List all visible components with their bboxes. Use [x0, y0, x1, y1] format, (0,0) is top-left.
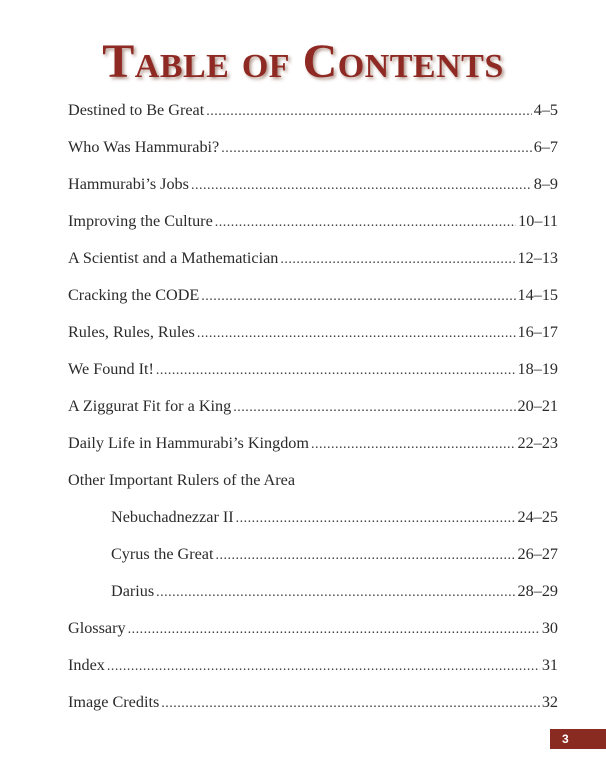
toc-entry-title: We Found It! [68, 360, 154, 378]
toc-entry-title: Improving the Culture [68, 212, 213, 230]
toc-entry-pages: 22–23 [517, 434, 558, 452]
dot-leader [191, 173, 532, 199]
toc-entry-glossary [68, 615, 558, 652]
toc-entry-pages: 6–7 [533, 138, 558, 156]
toc-entry-title: Glossary [68, 619, 126, 637]
toc-entry-pages: 10–11 [518, 212, 558, 230]
toc-entry-index [68, 652, 558, 689]
dot-leader [107, 654, 540, 680]
toc-entry-title: A Ziggurat Fit for a King [68, 397, 232, 415]
toc-entry-title: Hammurabi’s Jobs [68, 175, 189, 193]
toc-entry-pages: 16–17 [517, 323, 558, 341]
toc-section-heading: Other Important Rulers of the Area [68, 471, 296, 489]
toc-entry-nebuchadnezzar [68, 504, 558, 541]
toc-entry-title: Cyrus the Great [111, 545, 214, 563]
toc-entry-image-credits [68, 689, 558, 726]
toc-entry-pages: 12–13 [517, 249, 558, 267]
toc-entry-rules [68, 319, 558, 356]
toc-entry-cyrus [68, 541, 558, 578]
toc-entry-title: Cracking the CODE [68, 286, 200, 304]
toc-entry-daily-life [68, 430, 558, 467]
toc-entry-we-found-it [68, 356, 558, 393]
dot-leader [156, 358, 516, 384]
toc-entry-title: Nebuchadnezzar II [111, 508, 234, 526]
toc-entry-title: Rules, Rules, Rules [68, 323, 195, 341]
toc-entry-pages: 20–21 [517, 397, 558, 415]
toc-entry-title: Image Credits [68, 693, 160, 711]
dot-leader [311, 432, 516, 458]
toc-entry-destined [68, 97, 558, 134]
table-of-contents [68, 97, 558, 726]
toc-entry-title: Darius [111, 582, 155, 600]
toc-entry-hammurabis-jobs [68, 171, 558, 208]
toc-entry-scientist [68, 245, 558, 282]
dot-leader [215, 210, 516, 236]
page-title: Table of Contents [102, 35, 504, 88]
toc-entry-pages: 14–15 [517, 286, 558, 304]
page-number-badge: 3 [550, 729, 606, 749]
dot-leader [201, 284, 515, 310]
dot-leader [221, 136, 531, 162]
toc-entry-pages: 30 [541, 619, 558, 637]
toc-entry-title: Index [68, 656, 105, 674]
toc-entry-title: Who Was Hammurabi? [68, 138, 220, 156]
toc-entry-title: A Scientist and a Mathematician [68, 249, 279, 267]
toc-entry-pages: 8–9 [533, 175, 558, 193]
toc-entry-title: Daily Life in Hammurabi’s Kingdom [68, 434, 309, 452]
toc-entry-pages: 4–5 [533, 101, 558, 119]
dot-leader [161, 691, 540, 717]
toc-entry-pages: 31 [541, 656, 558, 674]
toc-entry-who-was-hammurabi [68, 134, 558, 171]
toc-entry-ziggurat [68, 393, 558, 430]
dot-leader [128, 617, 540, 643]
toc-entry-pages: 18–19 [517, 360, 558, 378]
toc-entry-other-rulers [68, 467, 558, 504]
toc-entry-improving-culture [68, 208, 558, 245]
dot-leader [197, 321, 516, 347]
toc-entry-cracking-code [68, 282, 558, 319]
dot-leader [156, 580, 515, 606]
toc-entry-pages: 26–27 [517, 545, 558, 563]
dot-leader [206, 99, 532, 125]
toc-entry-pages: 28–29 [517, 582, 558, 600]
toc-entry-title: Destined to Be Great [68, 101, 205, 119]
toc-entry-pages: 24–25 [517, 508, 558, 526]
dot-leader [233, 395, 515, 421]
dot-leader [280, 247, 515, 273]
toc-entry-darius [68, 578, 558, 615]
toc-entry-pages: 32 [541, 693, 558, 711]
dot-leader [236, 506, 516, 532]
dot-leader [216, 543, 516, 569]
